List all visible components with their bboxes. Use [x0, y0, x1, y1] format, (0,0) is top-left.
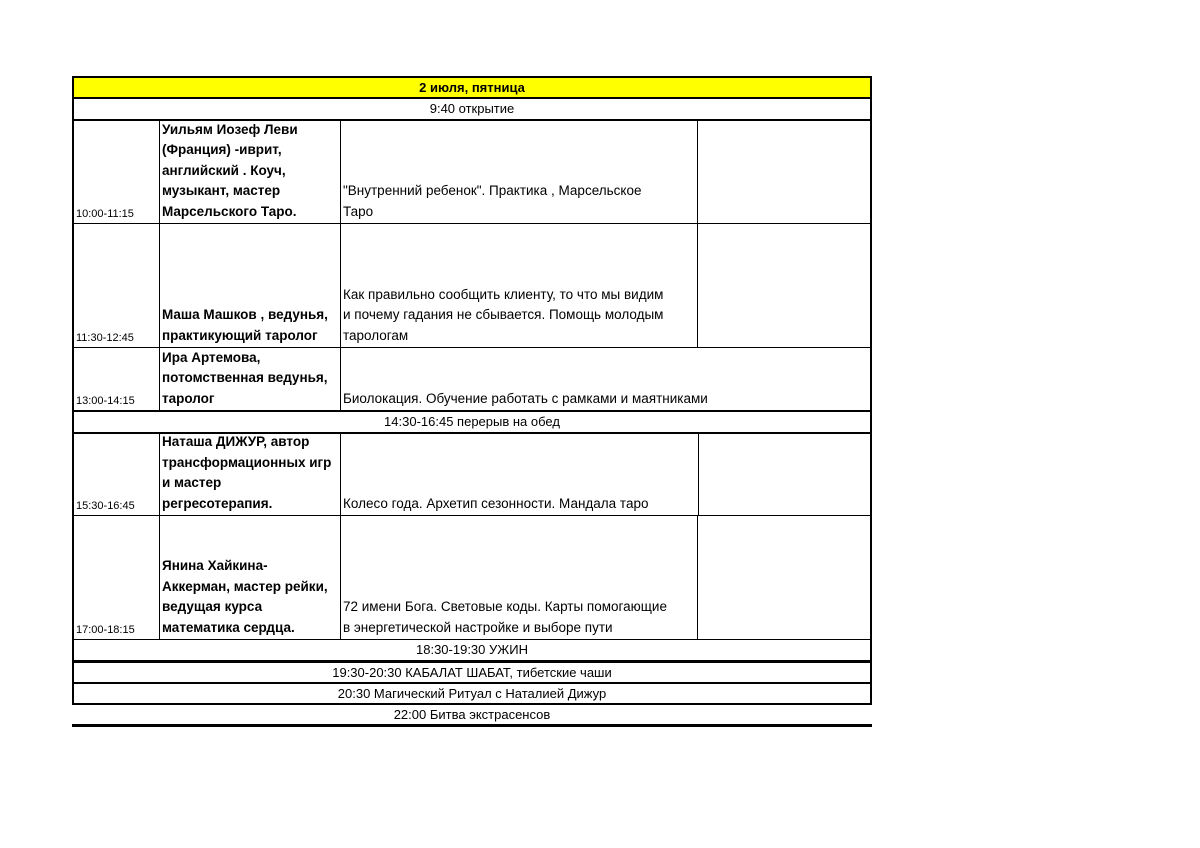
session-speaker: Янина Хайкина- Аккерман, мастер рейки, ведущая курса математика сердца.	[160, 516, 341, 639]
session-topic: 72 имени Бога. Световые коды. Карты помогающие в энергетической настройке и выборе пути	[341, 516, 698, 639]
session-speaker: Наташа ДИЖУР, автор трансформационных игр и мастер регресотерапия.	[160, 434, 341, 515]
session-row	[72, 224, 872, 348]
session-topic: Биолокация. Обучение работать с рамками и маятниками	[343, 390, 708, 406]
empty-cell	[698, 121, 870, 223]
ritual-row: 20:30 Магический Ритуал с Наталией Дижур	[72, 684, 872, 705]
session-time: 17:00-18:15	[74, 516, 160, 639]
session-time: 15:30-16:45	[74, 434, 160, 515]
session-speaker: Ира Артемова, потомственная ведунья, таролог	[160, 348, 341, 410]
session-time: 10:00-11:15	[74, 121, 160, 223]
empty-cell	[698, 516, 870, 639]
session-row	[72, 434, 872, 516]
session-row	[72, 348, 872, 410]
session-speaker: Уильям Иозеф Леви (Франция) -иврит, английский . Коуч, музыкант, мастер Марсельского Таро.	[160, 121, 341, 223]
session-topic: "Внутренний ребенок". Практика , Марсельское Таро	[341, 121, 698, 223]
empty-cell	[698, 224, 870, 347]
lunch-break-row: 14:30-16:45 перерыв на обед	[72, 410, 872, 434]
opening-row: 9:40 открытие	[72, 99, 872, 121]
session-speaker: Маша Машков , ведунья, практикующий таролог	[160, 224, 341, 347]
shabbat-row: 19:30-20:30 КАБАЛАТ ШАБАТ, тибетские чаши	[72, 661, 872, 684]
empty-cell	[698, 434, 870, 515]
session-time: 13:00-14:15	[74, 348, 160, 410]
session-time: 11:30-12:45	[74, 224, 160, 347]
schedule-table	[72, 76, 872, 727]
dinner-row: 18:30-19:30 УЖИН	[72, 640, 872, 661]
session-row	[72, 516, 872, 640]
day-title: 2 июля, пятница	[72, 76, 872, 99]
session-row	[72, 121, 872, 224]
battle-row: 22:00 Битва экстрасенсов	[72, 705, 872, 727]
session-topic: Колесо года. Архетип сезонности. Мандала таро	[343, 495, 649, 511]
session-topic: Как правильно сообщить клиенту, то что мы видим и почему гадания не сбывается. Помощь молодым тарологам	[341, 224, 698, 347]
